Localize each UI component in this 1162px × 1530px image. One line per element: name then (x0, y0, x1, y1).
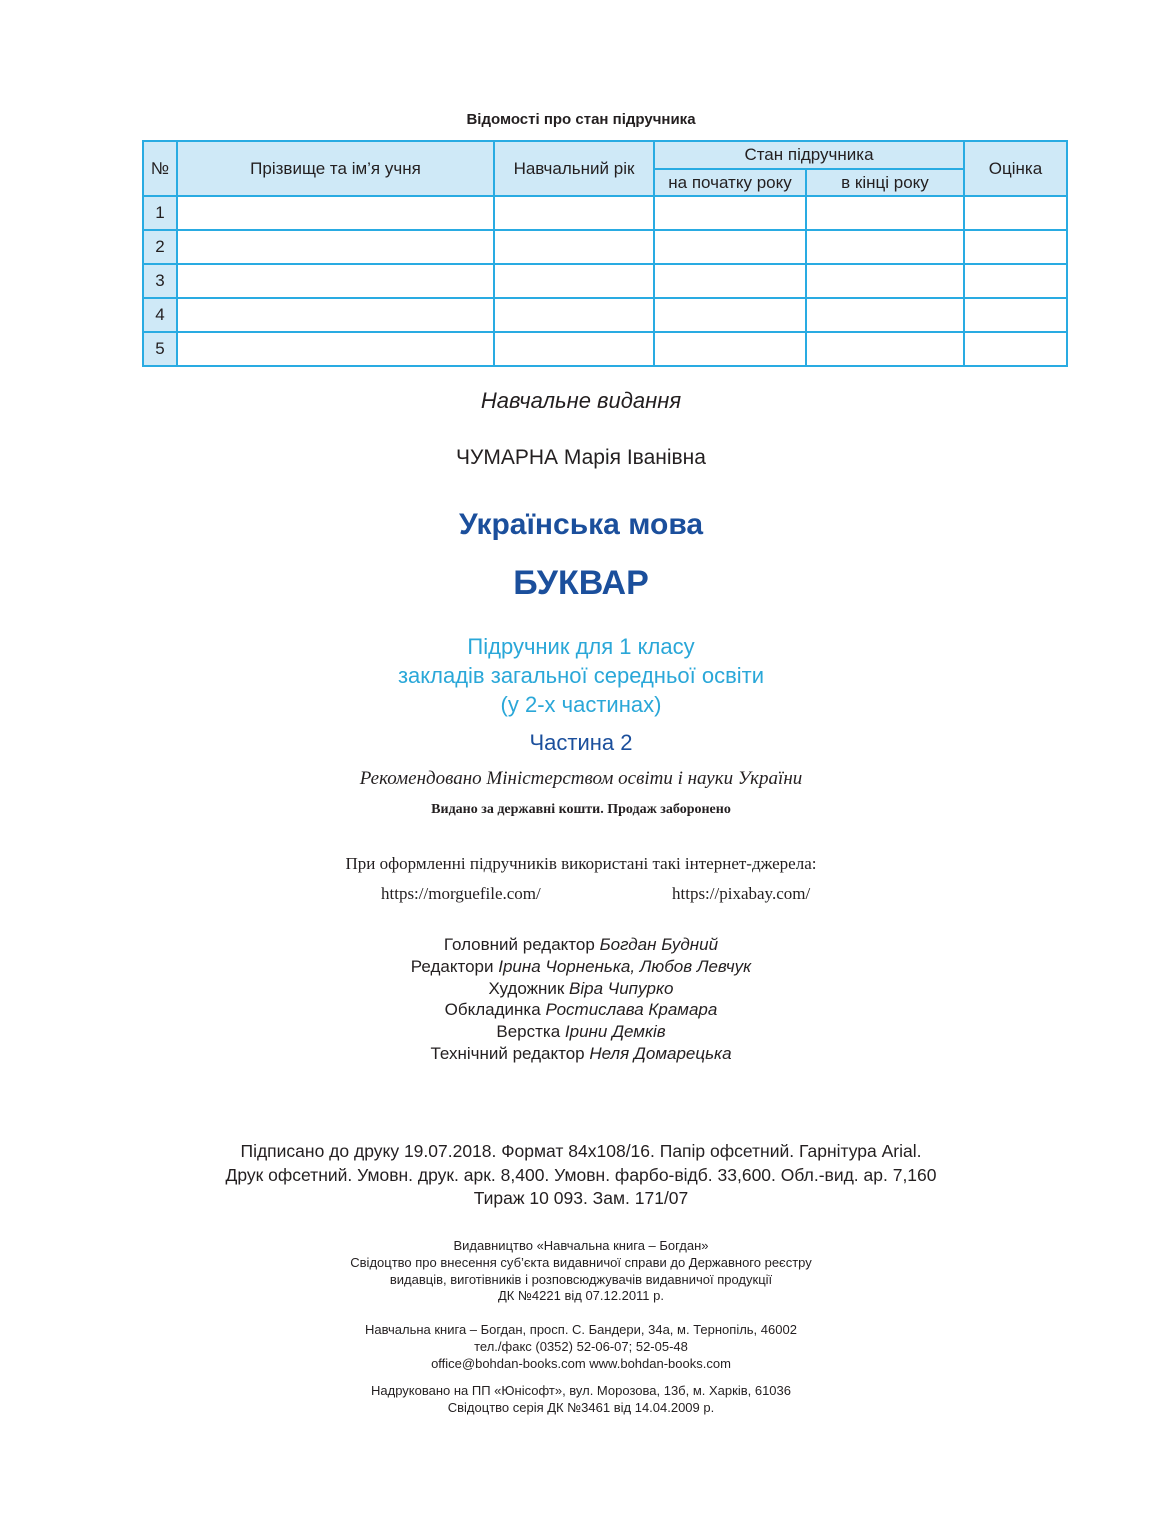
cell-start (654, 264, 806, 298)
credit-line (0, 999, 1162, 1021)
credit-line (0, 1021, 1162, 1043)
credit-line (0, 956, 1162, 978)
row-number: 3 (143, 264, 177, 298)
print-line: Друк офсетний. Умовн. друк. арк. 8,400. Умовн. фарбо-відб. 33,600. Обл.-вид. ар. 7,160 (225, 1164, 937, 1185)
publisher-line: видавців, виготівників і розповсюджувачів видавничої продукції (389, 1271, 773, 1287)
header-textbook-condition: Стан підручника (654, 141, 964, 169)
header-end-of-year: в кінці року (806, 169, 964, 196)
sources-label: При оформленні підручників використані такі інтернет-джерела: (345, 854, 817, 873)
cell-name (177, 264, 494, 298)
header-number: № (143, 141, 177, 196)
edition-type: Навчальне видання (480, 388, 682, 413)
credit-name: Ростислава Крамара (545, 1000, 718, 1020)
table-row (143, 230, 1067, 264)
cell-start (654, 298, 806, 332)
header-school-year: Навчальний рік (494, 141, 654, 196)
printer-line: Свідоцтво серія ДК №3461 від 14.04.2009 р. (447, 1399, 715, 1415)
address-line: Навчальна книга – Богдан, просп. С. Бандери, 34а, м. Тернопіль, 46002 (365, 1322, 797, 1337)
part-number: Частина 2 (529, 730, 633, 755)
state-funded-notice: Видано за державні кошти. Продаж заборонено (431, 802, 731, 817)
row-number: 4 (143, 298, 177, 332)
cell-end (806, 196, 964, 230)
credit-line (0, 978, 1162, 1000)
cell-year (494, 298, 654, 332)
cell-grade (964, 298, 1067, 332)
table-title: Відомості про стан підручника (466, 111, 696, 128)
publisher-line: Свідоцтво про внесення суб’єкта видавничої справи до Державного реєстру (350, 1254, 812, 1270)
print-line: Тираж 10 093. Зам. 171/07 (473, 1188, 689, 1208)
cell-start (654, 196, 806, 230)
credit-name: Віра Чипурко (569, 978, 674, 998)
cell-year (494, 230, 654, 264)
table-row (143, 264, 1067, 298)
credit-line (0, 934, 1162, 956)
cell-end (806, 230, 964, 264)
credit-name: Ірина Чорненька, Любов Левчук (498, 956, 752, 976)
cell-end (806, 298, 964, 332)
book-description (0, 632, 1162, 719)
credit-role: Редактори (410, 956, 494, 976)
publisher-line: ДК №4221 від 07.12.2011 р. (497, 1288, 664, 1304)
row-number: 2 (143, 230, 177, 264)
source-link-pixabay[interactable]: https://pixabay.com/ (672, 884, 811, 903)
cell-grade (964, 196, 1067, 230)
cell-start (654, 332, 806, 366)
source-link-morguefile[interactable]: https://morguefile.com/ (381, 884, 541, 903)
cell-name (177, 230, 494, 264)
credit-role: Художник (488, 978, 565, 998)
description-line: (у 2-х частинах) (500, 692, 662, 717)
table-row (143, 332, 1067, 366)
table-row (143, 196, 1067, 230)
book-title: БУКВАР (513, 564, 649, 602)
publisher-address (0, 1322, 1162, 1372)
header-grade: Оцінка (964, 141, 1067, 196)
credit-name: Ірини Демків (564, 1022, 666, 1042)
textbook-condition-table (142, 140, 1068, 367)
credit-name: Неля Домарецька (589, 1043, 732, 1063)
cell-end (806, 264, 964, 298)
cell-start (654, 230, 806, 264)
cell-name (177, 196, 494, 230)
subject-title: Українська мова (458, 508, 704, 541)
credit-role: Головний редактор (443, 935, 595, 954)
cell-name (177, 298, 494, 332)
description-line: Підручник для 1 класу (467, 634, 695, 659)
cell-year (494, 332, 654, 366)
cell-grade (964, 264, 1067, 298)
cell-year (494, 196, 654, 230)
publisher-line: Видавництво «Навчальна книга – Богдан» (453, 1238, 709, 1253)
header-start-of-year: на початку року (654, 169, 806, 196)
table-row (143, 298, 1067, 332)
credit-role: Верстка (496, 1022, 561, 1042)
cell-name (177, 332, 494, 366)
header-student-name: Прізвище та ім’я учня (177, 141, 494, 196)
credit-line (0, 1043, 1162, 1065)
author: ЧУМАРНА Марія Іванівна (456, 446, 706, 469)
cell-year (494, 264, 654, 298)
credit-role: Технічний редактор (430, 1043, 585, 1063)
printer-line: Надруковано на ПП «Юнісофт», вул. Морозова, 13б, м. Харків, 61036 (370, 1383, 791, 1398)
print-info (0, 1140, 1162, 1211)
publisher-info (0, 1238, 1162, 1305)
cell-grade (964, 230, 1067, 264)
recommendation: Рекомендовано Міністерством освіти і науки України (359, 768, 803, 789)
cell-grade (964, 332, 1067, 366)
row-number: 1 (143, 196, 177, 230)
cell-end (806, 332, 964, 366)
printer-info (0, 1383, 1162, 1417)
address-line: тел./факс (0352) 52-06-07; 52-05-48 (474, 1338, 688, 1354)
print-line: Підписано до друку 19.07.2018. Формат 84x108/16. Папір офсетний. Гарнітура Arial. (240, 1141, 922, 1161)
credit-name: Богдан Будний (599, 935, 719, 954)
address-line: office@bohdan-books.com www.bohdan-books.com (431, 1355, 731, 1371)
credit-role: Обкладинка (444, 1000, 541, 1020)
credits (0, 934, 1162, 1065)
row-number: 5 (143, 332, 177, 366)
description-line: закладів загальної середньої освіти (397, 663, 765, 688)
